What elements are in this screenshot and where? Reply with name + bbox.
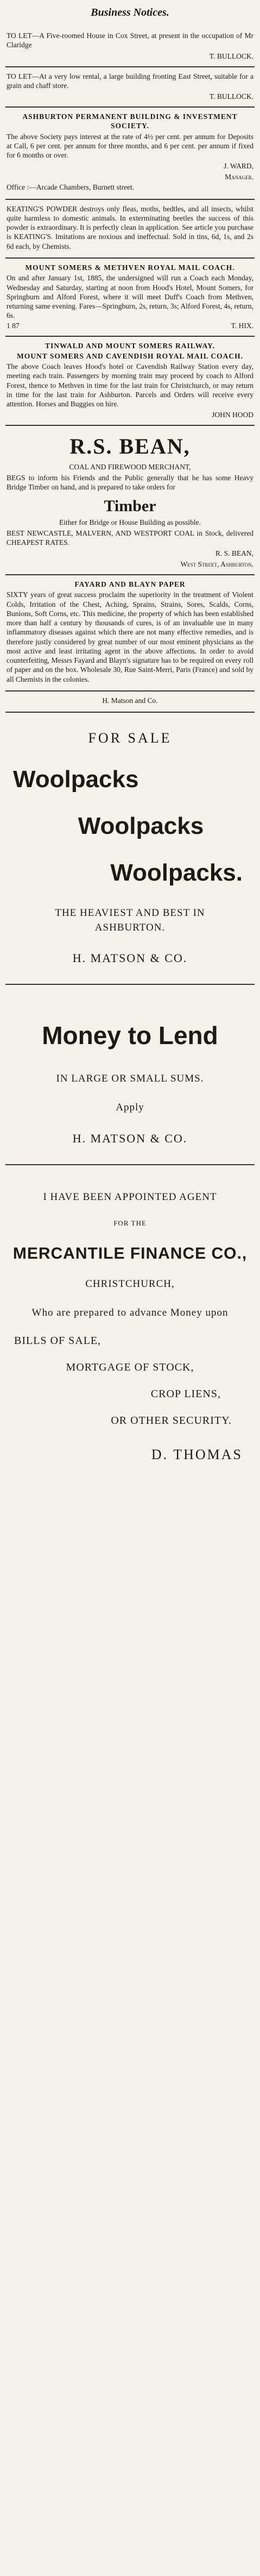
- mount-somers-date: 1 87: [7, 321, 20, 330]
- building-society-role: Manager.: [225, 173, 253, 181]
- tinwald-signature: JOHN HOOD: [212, 411, 253, 419]
- agent-city: CHRISTCHURCH,: [85, 1278, 175, 1290]
- money-sums: IN LARGE OR SMALL SUMS.: [56, 1073, 204, 1085]
- agent-item-bills: BILLS OF SALE,: [14, 1334, 102, 1347]
- agent-item-crop-liens: CROP LIENS,: [150, 1387, 221, 1400]
- building-society-body: The above Society pays interest at the rate of 4½ per cent. per annum for Deposits at Call, 6 per cent. per annum for three months, and 6 per cent. per annum if fixed for 6 months or over.: [7, 132, 253, 160]
- bean-address: West Street, Ashburton.: [180, 560, 253, 569]
- to-let-notice-1: [5, 27, 255, 67]
- woolpacks-firm: H. MATSON & CO.: [72, 951, 188, 965]
- keating-body: KEATING'S POWDER destroys only fleas, moths, bedtles, and all insects, whilst quite harmless to domestic animals. In exterminating beetles the success of this powder is extraordinary. It is perfectly clean in application. See article you purchase is KEATING'S. Imitations are noxious and ineffectual. Sold in tins, 6d, 1s, and 2s 6d each, by Chemists.: [7, 204, 253, 250]
- agent-item-other: OR OTHER SECURITY.: [111, 1414, 232, 1427]
- agent-signature: D. THOMAS: [151, 1446, 243, 1462]
- money-apply: Apply: [116, 1102, 144, 1113]
- money-firm: H. MATSON & CO.: [72, 1131, 188, 1145]
- keating-powder-ad: [5, 200, 255, 259]
- building-society-ad: [5, 108, 255, 200]
- woolpacks-line-1: Woolpacks: [13, 766, 139, 793]
- bean-coal-merchant-ad: [5, 426, 255, 575]
- tinwald-railway-ad: [5, 337, 255, 426]
- mount-somers-body: On and after January 1st, 1885, the undersigned will run a Coach each Monday, Wednesday and Saturday, starting at noon from Hood's Hotel, Mount Somers, for Springburn and Alford Forest, where it will meet Duff's Coach from Methven, returning same evening. Fares—Springburn, 2s, return, 3s; Alford Forest, 4s, return, 6s.: [7, 274, 253, 320]
- agent-advance: Who are prepared to advance Money upon: [31, 1306, 229, 1318]
- for-sale-heading: FOR SALE: [88, 730, 172, 746]
- bean-signature: R. S. BEAN,: [215, 549, 253, 558]
- tinwald-title: TINWALD AND MOUNT SOMERS RAILWAY.: [45, 341, 215, 350]
- mount-somers-coach-ad: [5, 259, 255, 337]
- tinwald-subtitle: MOUNT SOMERS AND CAVENDISH ROYAL MAIL COACH.: [17, 351, 243, 360]
- bean-subtitle: COAL AND FIREWOOD MERCHANT,: [69, 463, 191, 472]
- agent-item-mortgage: MORTGAGE OF STOCK,: [66, 1361, 194, 1373]
- to-let-notice-2: [5, 67, 255, 108]
- mount-somers-signature: T. HIX.: [231, 321, 253, 330]
- tinwald-body: The above Coach leaves Hood's hotel or Cavendish Railway Station every day, meeting each train. Passengers by morning train may proceed by coach to Alford Forest, thence to Methven in time for the last train for Christchurch, or may return in time for the last train for Ashburton. Parcels and Orders will receive every attention. Horses and Buggies on hire.: [7, 362, 253, 409]
- agent-for: FOR THE: [113, 1219, 147, 1228]
- bean-title: R.S. BEAN,: [69, 434, 191, 459]
- woolpacks-line-2: Woolpacks: [78, 813, 204, 840]
- building-society-title: ASHBURTON PERMANENT BUILDING & INVESTMENT SOCIETY.: [22, 112, 238, 130]
- section-header: Business Notices.: [91, 7, 169, 18]
- to-let-1-signature: T. BULLOCK.: [209, 52, 253, 60]
- building-society-office: Office :—Arcade Chambers, Burnett street.: [7, 183, 135, 192]
- fayard-body: SIXTY years of great success proclaim the superiority in the treatment of Violent Colds, Irritation of the Chest, Aching, Sprains, Strains, Sores, Scalds, Corns, Bunions, Soft Corns, etc. This medicine, the property of which has been established more than half a century by thousands of cures, is of an invaluable use in many inflammatory diseases against which there are not many effective remedies, and is therefore justly considered by great number of our most eminent physicians as the most active and least irritating agent in the above affections. In order to avoid counterfeiting, Messrs Fayard and Blayn's signature has to be required on every roll of paper and on the box. Wholesale 30, Rue Saint-Merri, Paris (France) and sold by all Chemists in the colonies.: [7, 590, 253, 683]
- heaviest-line: THE HEAVIEST AND BEST IN: [55, 907, 205, 919]
- matson-header-block: [5, 692, 255, 713]
- fayard-blayn-ad: [5, 575, 255, 692]
- bean-body: BEGS to inform his Friends and the Public generally that he has some Heavy Bridge Timber on hand, and is prepared to take orders for: [7, 473, 253, 491]
- matson-header: H. Matson and Co.: [102, 696, 158, 705]
- to-let-2-text: TO LET—At a very low rental, a large building fronting East Street, suitable for a grain and chaff store.: [7, 72, 253, 90]
- to-let-2-signature: T. BULLOCK.: [209, 92, 253, 101]
- agent-company: MERCANTILE FINANCE CO.,: [12, 1245, 248, 1263]
- mount-somers-title: MOUNT SOMERS & METHVEN ROYAL MAIL COACH.: [25, 263, 235, 272]
- to-let-1-text: TO LET—A Five-roomed House in Cox Street, at present in the occupation of Mr Claridge: [7, 32, 253, 49]
- building-society-signature: J. WARD,: [224, 162, 253, 171]
- bean-timber-heading: Timber: [104, 497, 156, 516]
- money-to-lend-ad: [5, 985, 255, 1165]
- bean-coal: BEST NEWCASTLE, MALVERN, AND WESTPORT COAL in Stock, delivered CHEAPEST RATES.: [7, 529, 253, 546]
- mercantile-finance-ad: [5, 1165, 255, 1466]
- agent-line-1: I HAVE BEEN APPOINTED AGENT: [43, 1191, 217, 1203]
- bean-timber-line: Either for Bridge or House Building as possible.: [59, 518, 201, 527]
- town-line: ASHBURTON.: [94, 921, 166, 933]
- woolpacks-line-3: Woolpacks.: [110, 859, 243, 887]
- woolpacks-ad: [5, 713, 255, 985]
- fayard-title: FAYARD AND BLAYN PAPER: [74, 580, 186, 589]
- money-title: Money to Lend: [42, 1021, 218, 1050]
